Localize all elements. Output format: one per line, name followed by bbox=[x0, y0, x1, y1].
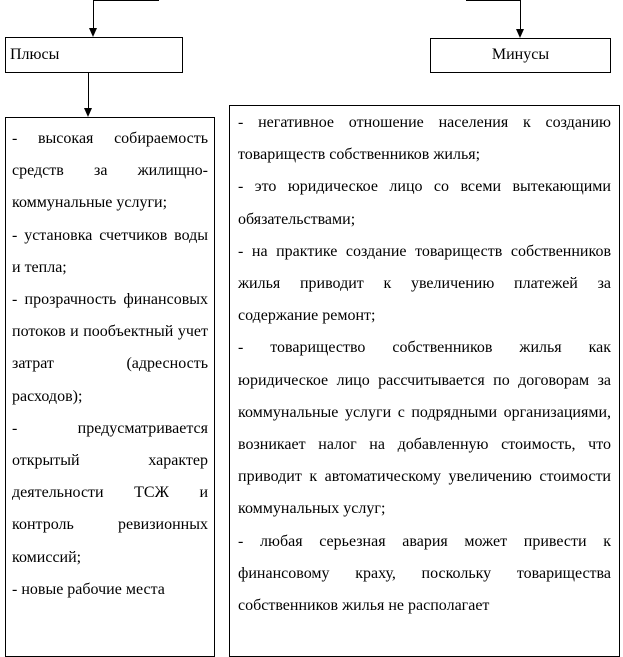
arrow-to-plus-list bbox=[84, 108, 92, 117]
plus-title: Плюсы bbox=[10, 46, 60, 63]
plus-list-box bbox=[5, 117, 215, 657]
minus-header-box bbox=[430, 38, 611, 73]
plus-item: - установка счетчиков воды и тепла; bbox=[12, 226, 208, 276]
connector-top-left-h bbox=[93, 0, 159, 1]
plus-item: - новые рабочие места bbox=[12, 580, 165, 598]
minus-item: - на практике создание товариществ собственников жилья приводит к увеличению платежей за содержание ремонт; bbox=[238, 242, 611, 325]
minus-title: Минусы bbox=[491, 46, 550, 63]
connector-top-right-v bbox=[520, 0, 521, 29]
plus-item: - предусматривается открытый характер деятельности ТСЖ и контроль ревизионных комиссий; bbox=[12, 419, 208, 566]
plus-list bbox=[12, 123, 208, 606]
minus-item: - товарищество собственников жилья как юридическое лицо рассчитывается по договорам за коммунальные услуги с подрядными организациями, возникает налог на добавленную стоимость, что приводит к автоматическому увеличению стоимости коммунальных услуг; bbox=[238, 339, 611, 518]
minus-list bbox=[238, 107, 611, 622]
connector-top-left-v bbox=[93, 0, 94, 28]
connector-top-right-h bbox=[466, 0, 521, 1]
minus-list-box bbox=[229, 105, 620, 657]
plus-header-box bbox=[5, 37, 183, 73]
minus-item: - любая серьезная авария может привести к финансовому краху, поскольку товарищества собственников жилья не располагает bbox=[238, 532, 611, 615]
connector-plus-v bbox=[88, 72, 89, 108]
plus-item: - высокая собираемость средств за жилищно-коммунальные услуги; bbox=[12, 130, 208, 212]
plus-item: - прозрачность финансовых потоков и пообъектный учет затрат (адресность расходов); bbox=[12, 291, 208, 405]
arrow-to-minus-header bbox=[516, 29, 524, 38]
minus-item: - негативное отношение населения к созданию товариществ собственников жилья; bbox=[238, 114, 611, 164]
arrow-to-plus-header bbox=[89, 28, 97, 37]
minus-item: - это юридическое лицо со всеми вытекающими обязательствами; bbox=[238, 178, 611, 228]
